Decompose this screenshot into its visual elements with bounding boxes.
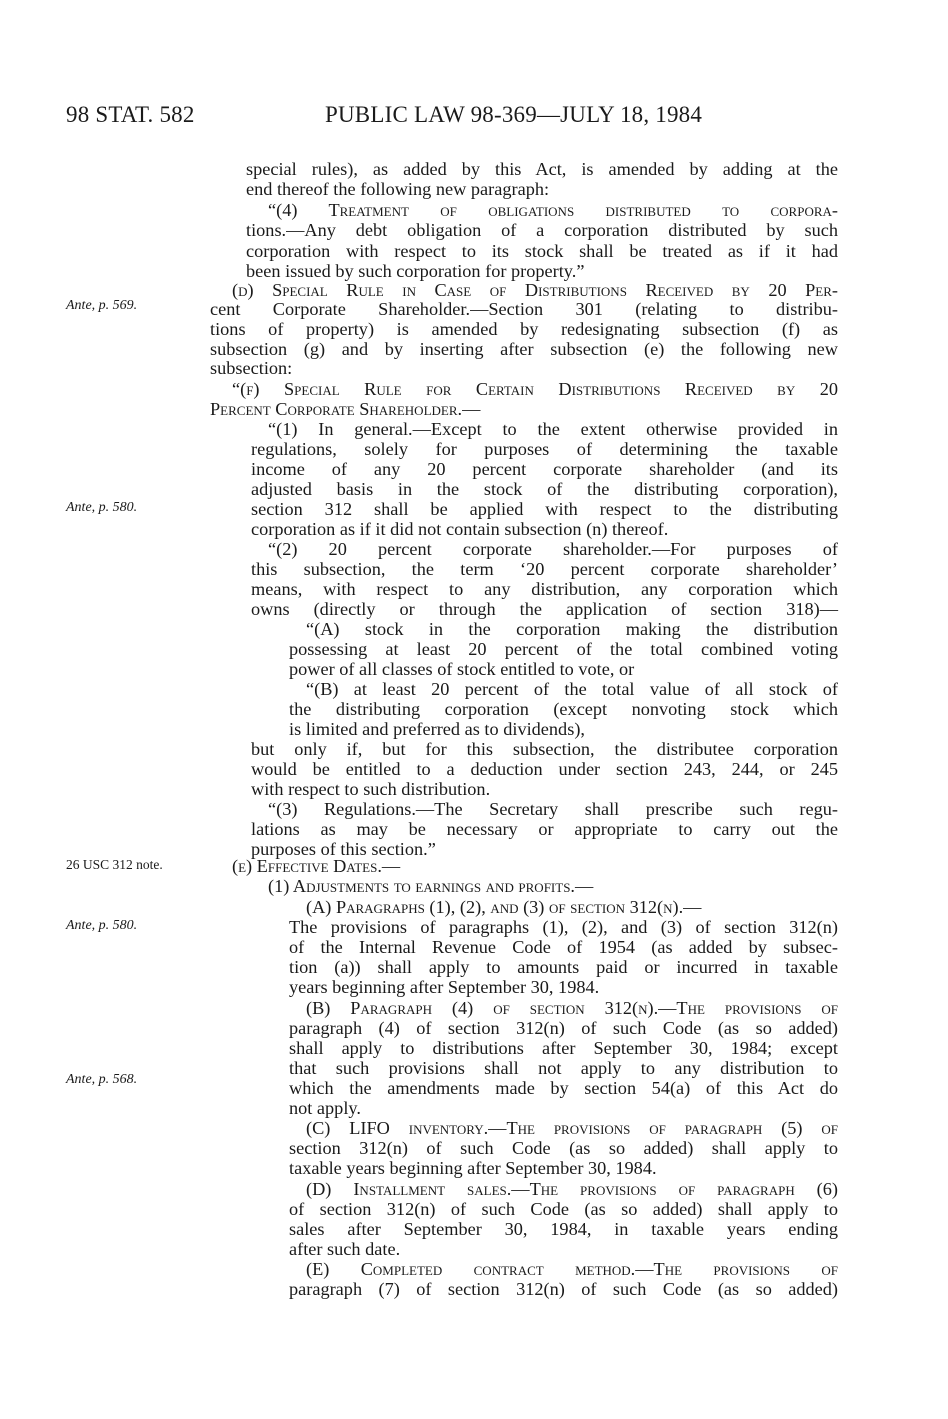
text-line: paragraph (4) of section 312(n) of such Code (as so added) [289,1018,838,1038]
text-line: shall apply to distributions after September 30, 1984; except [289,1038,838,1058]
public-law-title: PUBLIC LAW 98-369—JULY 18, 1984 [325,102,703,127]
text-line: sales after September 30, 1984, in taxable years ending [289,1219,838,1239]
text-line: adjusted basis in the stock of the distributing corporation), [251,479,838,499]
margin-note: 26 USC 312 note. [66,857,163,872]
margin-note: Ante, p. 569. [66,298,138,313]
text-line: that such provisions shall not apply to any distribution to [289,1058,838,1078]
text-line: which the amendments made by section 54(a) of this Act do [289,1078,838,1098]
text-line: not apply. [289,1098,361,1118]
text-line: The provisions of paragraphs (1), (2), and (3) of section 312(n) [289,917,838,937]
text-line: lations as may be necessary or appropriate to carry out the [251,819,838,839]
text-line: means, with respect to any distribution, any corporation which [251,579,838,599]
text-line: cent Corporate Shareholder.—Section 301 (relating to distribu- [210,299,838,319]
text-line: possessing at least 20 percent of the total combined voting [289,639,838,659]
text-line: power of all classes of stock entitled to vote, or [289,659,635,679]
text-line: “(3) Regulations.—The Secretary shall prescribe such regu- [268,799,838,819]
text-line: regulations, solely for purposes of determining the taxable [251,439,838,459]
text-line: of the Internal Revenue Code of 1954 (as added by subsec- [289,937,838,957]
text-line: corporation with respect to its stock shall be treated as if it had [246,241,838,261]
text-line: after such date. [289,1239,401,1259]
text-line: “(4) Treatment of obligations distributed to corpora- [268,200,838,220]
text-line: (A) Paragraphs (1), (2), and (3) of section 312(n).— [306,897,702,917]
text-line: (E) Completed contract method.—The provisions of [306,1259,838,1279]
text-line: corporation as if it did not contain subsection (n) thereof. [251,519,669,539]
text-line: (D) Installment sales.—The provisions of paragraph (6) [306,1179,838,1199]
text-line: would be entitled to a deduction under section 243, 244, or 245 [251,759,838,779]
text-line: tions.—Any debt obligation of a corporation distributed by such [246,220,838,240]
text-line: “(A) stock in the corporation making the distribution [306,619,838,639]
text-line: tions of property) is amended by redesignating subsection (f) as [210,319,838,339]
text-line: of section 312(n) of such Code (as so added) shall apply to [289,1199,838,1219]
text-line: “(B) at least 20 percent of the total value of all stock of [306,679,838,699]
text-line: (e) Effective Dates.— [232,856,401,876]
statute-page-number: 98 STAT. 582 [66,102,195,127]
text-line: owns (directly or through the application of section 318)— [251,599,838,619]
text-line: “(f) Special Rule for Certain Distributions Received by 20 [232,379,838,399]
text-line: been issued by such corporation for property.” [246,261,585,281]
text-line: subsection (g) and by inserting after subsection (e) the following new [210,339,838,359]
text-line: end thereof the following new paragraph: [246,179,550,199]
text-line: (C) LIFO inventory.—The provisions of paragraph (5) of [306,1118,838,1138]
text-line: section 312 shall be applied with respect to the distributing [251,499,838,519]
text-line: (d) Special Rule in Case of Distributions Received by 20 Per- [232,280,838,300]
text-line: subsection: [210,358,293,378]
text-line: but only if, but for this subsection, the distributee corporation [251,739,838,759]
text-line: Percent Corporate Shareholder.— [210,399,481,419]
text-line: special rules), as added by this Act, is amended by adding at the [246,159,838,179]
margin-note: Ante, p. 580. [66,918,138,933]
text-line: paragraph (7) of section 312(n) of such Code (as so added) [289,1279,838,1299]
text-line: income of any 20 percent corporate shareholder (and its [251,459,838,479]
text-line: (B) Paragraph (4) of section 312(n).—The provisions of [306,998,838,1018]
text-line: (1) Adjustments to earnings and profits.— [268,876,594,896]
text-line: “(2) 20 percent corporate shareholder.—For purposes of [268,539,838,559]
text-line: the distributing corporation (except nonvoting stock which [289,699,838,719]
text-line: taxable years beginning after September 30, 1984. [289,1158,657,1178]
text-line: “(1) In general.—Except to the extent otherwise provided in [268,419,838,439]
text-line: this subsection, the term ‘20 percent corporate shareholder’ [251,559,838,579]
margin-note: Ante, p. 580. [66,500,138,515]
text-line: purposes of this section.” [251,839,436,859]
text-line: is limited and preferred as to dividends), [289,719,585,739]
text-line: years beginning after September 30, 1984. [289,977,600,997]
text-line: tion (a)) shall apply to amounts paid or incurred in taxable [289,957,838,977]
text-line: with respect to such distribution. [251,779,491,799]
margin-note: Ante, p. 568. [66,1072,138,1087]
text-line: section 312(n) of such Code (as so added) shall apply to [289,1138,838,1158]
